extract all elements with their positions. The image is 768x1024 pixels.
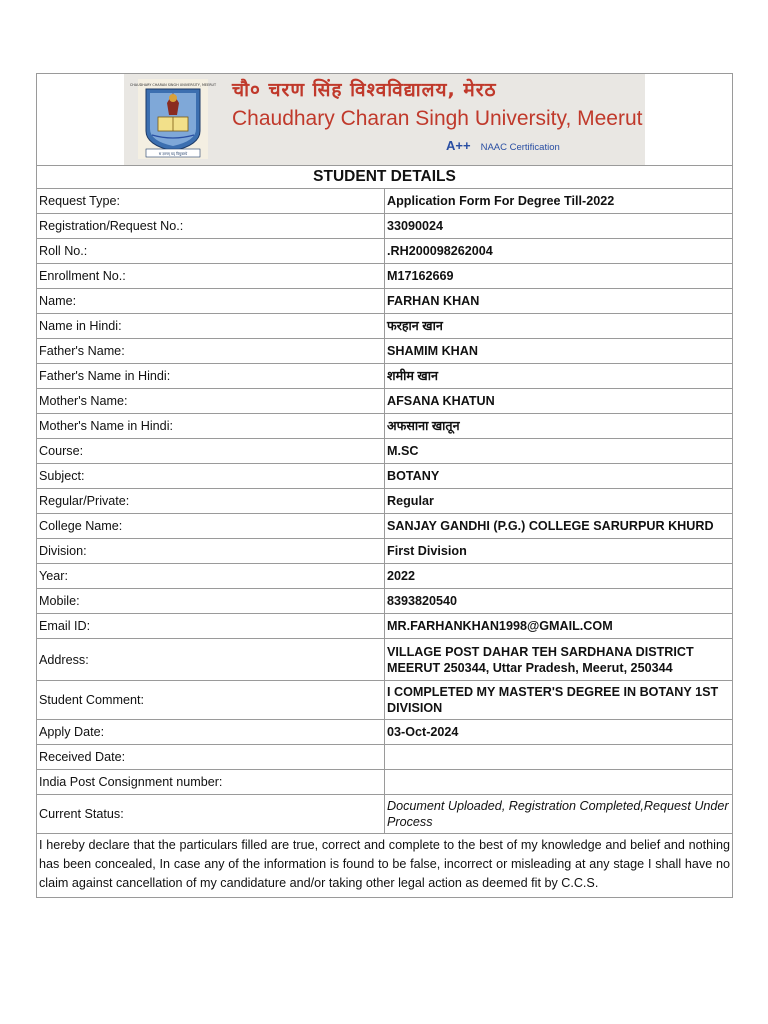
field-label: Current Status: — [37, 795, 385, 834]
course-value: M.SC — [385, 439, 733, 464]
field-label: India Post Consignment number: — [37, 770, 385, 795]
address-value: VILLAGE POST DAHAR TEH SARDHANA DISTRICT MEERUT 250344, Uttar Pradesh, Meerut, 250344 — [385, 639, 733, 681]
row-course — [37, 439, 733, 464]
field-label: Year: — [37, 564, 385, 589]
student-details-sheet — [36, 73, 733, 898]
father-name-hindi-value: शमीम खान — [385, 364, 733, 389]
email-value: MR.FARHANKHAN1998@GMAIL.COM — [385, 614, 733, 639]
row-registration-no — [37, 214, 733, 239]
naac-accreditation — [446, 138, 560, 156]
field-label: Father's Name in Hindi: — [37, 364, 385, 389]
field-label: Email ID: — [37, 614, 385, 639]
row-father-name-hindi — [37, 364, 733, 389]
field-label: Student Comment: — [37, 681, 385, 720]
field-label: Mother's Name in Hindi: — [37, 414, 385, 439]
received-date-value — [385, 745, 733, 770]
row-name — [37, 289, 733, 314]
mobile-value: 8393820540 — [385, 589, 733, 614]
field-label: Enrollment No.: — [37, 264, 385, 289]
registration-no-value: 33090024 — [385, 214, 733, 239]
row-apply-date — [37, 720, 733, 745]
field-label: Registration/Request No.: — [37, 214, 385, 239]
field-label: Mother's Name: — [37, 389, 385, 414]
field-label: Address: — [37, 639, 385, 681]
field-label: Name in Hindi: — [37, 314, 385, 339]
row-name-hindi — [37, 314, 733, 339]
apply-date-value: 03-Oct-2024 — [385, 720, 733, 745]
row-subject — [37, 464, 733, 489]
row-roll-no — [37, 239, 733, 264]
declaration-text: I hereby declare that the particulars filled are true, correct and complete to the best of my knowledge and belief and nothing has been concealed, In case any of the information is found to be false, incorrect or misleading at any stage I shall have no claim against cancellation of my candidature and/or taking other legal action as deemed fit by C.C.S. — [37, 834, 733, 898]
naac-grade: A++ — [446, 138, 471, 153]
year-value: 2022 — [385, 564, 733, 589]
row-father-name — [37, 339, 733, 364]
row-mobile — [37, 589, 733, 614]
mother-name-hindi-value: अफसाना खातून — [385, 414, 733, 439]
field-label: College Name: — [37, 514, 385, 539]
roll-no-value: .RH200098262004 — [385, 239, 733, 264]
college-name-value: SANJAY GANDHI (P.G.) COLLEGE SARURPUR KHURD — [385, 514, 733, 539]
row-current-status — [37, 795, 733, 834]
division-value: First Division — [385, 539, 733, 564]
name-value: FARHAN KHAN — [385, 289, 733, 314]
field-label: Course: — [37, 439, 385, 464]
row-request-type — [37, 189, 733, 214]
crest-motto: स ज्ञानम् यद् विमुक्तये — [158, 152, 188, 156]
university-english-title: Chaudhary Charan Singh University, Meerut — [232, 107, 643, 130]
request-type-value: Application Form For Degree Till-2022 — [385, 189, 733, 214]
crest-top-text: CHAUDHARY CHARAN SINGH UNIVERSITY, MEERUT — [129, 83, 217, 87]
row-received-date — [37, 745, 733, 770]
university-hindi-title: चौ० चरण सिंह विश्वविद्यालय, मेरठ — [232, 79, 497, 101]
field-label: Received Date: — [37, 745, 385, 770]
subject-value: BOTANY — [385, 464, 733, 489]
field-label: Regular/Private: — [37, 489, 385, 514]
row-year — [37, 564, 733, 589]
row-college-name — [37, 514, 733, 539]
enrollment-no-value: M17162669 — [385, 264, 733, 289]
consignment-no-value — [385, 770, 733, 795]
field-label: Father's Name: — [37, 339, 385, 364]
field-label: Roll No.: — [37, 239, 385, 264]
row-mother-name — [37, 389, 733, 414]
field-label: Name: — [37, 289, 385, 314]
naac-label: NAAC Certification — [480, 142, 560, 153]
field-label: Subject: — [37, 464, 385, 489]
field-label: Request Type: — [37, 189, 385, 214]
university-banner — [37, 74, 733, 166]
student-comment-value: I COMPLETED MY MASTER'S DEGREE IN BOTANY 1ST DIVISION — [385, 681, 733, 720]
father-name-value: SHAMIM KHAN — [385, 339, 733, 364]
name-hindi-value: फरहान खान — [385, 314, 733, 339]
current-status-value: Document Uploaded, Registration Completed,Request Under Process — [385, 795, 733, 834]
row-email — [37, 614, 733, 639]
row-student-comment — [37, 681, 733, 720]
row-mother-name-hindi — [37, 414, 733, 439]
field-label: Apply Date: — [37, 720, 385, 745]
university-logo-box — [124, 74, 645, 165]
field-label: Division: — [37, 539, 385, 564]
student-details-table — [36, 73, 733, 898]
row-enrollment-no — [37, 264, 733, 289]
mother-name-value: AFSANA KHATUN — [385, 389, 733, 414]
section-title: STUDENT DETAILS — [37, 166, 733, 189]
row-division — [37, 539, 733, 564]
university-crest-icon — [129, 79, 217, 159]
field-label: Mobile: — [37, 589, 385, 614]
row-regular-private — [37, 489, 733, 514]
row-consignment-no — [37, 770, 733, 795]
regular-private-value: Regular — [385, 489, 733, 514]
row-address — [37, 639, 733, 681]
